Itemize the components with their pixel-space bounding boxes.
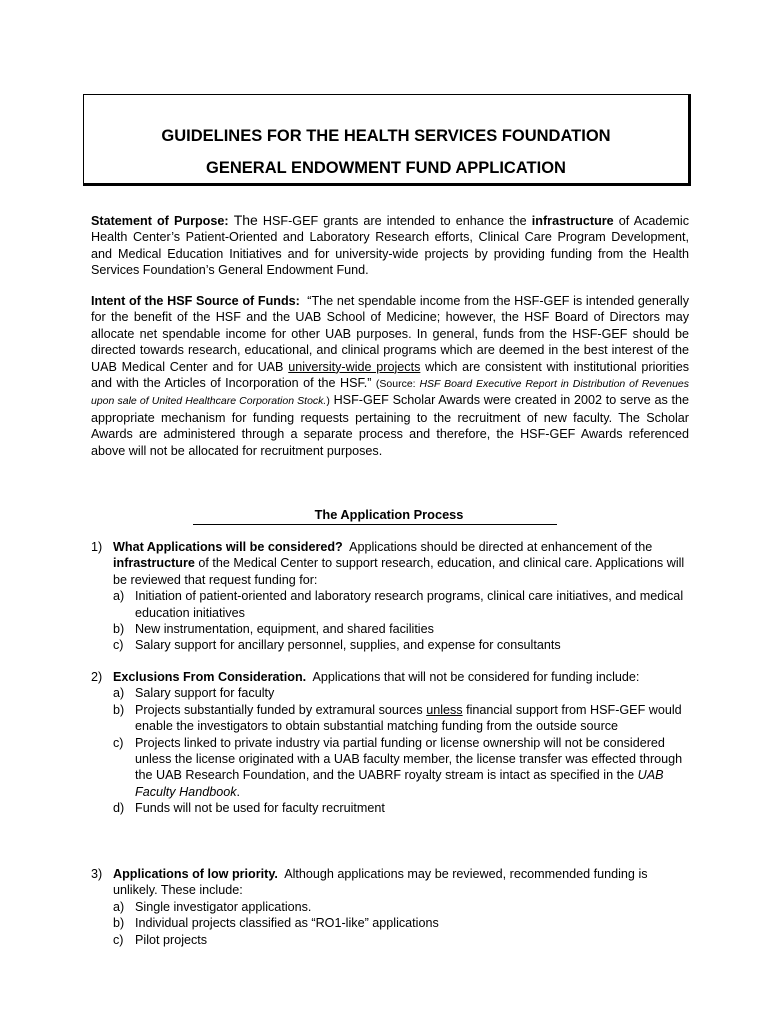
list-item: b) Projects substantially funded by extramural sources unless financial support from HSF-GEF would enable the investigators to obtain substantial matching funding from the outside source <box>113 702 682 734</box>
section-number: 2) <box>91 670 103 684</box>
document-title-line1: GUIDELINES FOR THE HEALTH SERVICES FOUNDATION <box>161 127 611 145</box>
section-text: Although applications may be reviewed, recommended funding is unlikely. These include: <box>113 867 648 898</box>
section-title: Applications of low priority. <box>113 867 278 881</box>
list-item: c) Projects linked to private industry via partial funding or license ownership will not be considered unless the license originated with a UAB faculty member, the license transfer was effected through the UAB Research Foundation, and the UABRF royalty stream is intact as specified in the UAB Faculty Handbook. <box>113 735 683 799</box>
section-body <box>113 866 691 948</box>
intent-text-b: which are consistent with institutional priorities and with the Articles of Incorporation of the HSF.” <box>91 359 690 391</box>
title-box <box>83 94 691 186</box>
intent-text-a: “The net spendable income from the HSF-GEF is intended generally for the benefit of the HSF and the UAB School of Medicine; however, the HSF Board of Directors may allocate net spendable income for other UAB purposes. In general, funds from the HSF-GEF should be directed towards research, educational, and clinical programs which are deemed in the best interest of the UAB Medical Center and for UAB <box>91 294 690 374</box>
list-item: a) Initiation of patient-oriented and laboratory research programs, clinical care initiatives, and medical education initiatives <box>113 589 684 620</box>
intent-text-c: HSF-GEF Scholar Awards were created in 2002 to serve as the appropriate mechanism for funding requests pertaining to the recruitment of new faculty. The Scholar Awards are administered through a separate process and therefore, the HSF-GEF Awards referenced above will not be allocated for recruitment purposes. <box>91 393 689 458</box>
section-exclusions <box>91 669 691 817</box>
section-body <box>113 539 691 654</box>
purpose-bold-word: infrastructure <box>531 214 614 228</box>
section-what-applications <box>91 539 691 654</box>
purpose-text-a: HSF-GEF grants are intended to enhance the <box>262 214 527 228</box>
application-process-heading: The Application Process <box>314 507 464 522</box>
source-open: (Source: <box>375 378 416 391</box>
document-title-line2: GENERAL ENDOWMENT FUND APPLICATION <box>206 159 566 177</box>
list-item: c) Salary support for ancillary personnel, supplies, and expense for consultants <box>113 638 561 653</box>
list-item: b) New instrumentation, equipment, and shared facilities <box>113 622 434 637</box>
statement-of-purpose <box>91 212 689 279</box>
list-item: a) Single investigator applications. <box>113 899 312 914</box>
section-title: Exclusions From Consideration. <box>113 670 307 684</box>
list-item: c) Pilot projects <box>113 932 208 947</box>
list-item: b) Individual projects classified as “RO1-like” applications <box>113 916 439 931</box>
intent-label: Intent of the HSF Source of Funds: <box>91 294 300 308</box>
section-text-b: of the Medical Center to support research, education, and clinical care. Applications will be reviewed that request funding for: <box>113 556 685 587</box>
section-text-a: Applications should be directed at enhancement of the <box>349 540 653 554</box>
section-low-priority <box>91 866 691 948</box>
purpose-text-b: of Academic Health Center’s Patient-Oriented and Laboratory Research efforts, Clinical Care Program Development, and Medical Education Initiatives and for university-wide projects by providing funding from the Health Services Foundation’s General Endowment Fund. <box>91 214 690 278</box>
section-text: Applications that will not be considered for funding include: <box>312 670 640 684</box>
intent-underlined: university-wide projects <box>288 359 421 374</box>
list-item: d) Funds will not be used for faculty recruitment <box>113 801 385 816</box>
heading-underline <box>193 524 557 525</box>
section-number: 3) <box>91 867 103 881</box>
section-title: What Applications will be considered? <box>113 540 343 554</box>
purpose-label: Statement of Purpose: <box>91 214 229 228</box>
source-italic: HSF Board Executive Report in Distribution of Revenues upon sale of United Healthcare Corporation Stock. <box>91 378 689 408</box>
section-number: 1) <box>91 540 103 554</box>
section-body <box>113 669 691 817</box>
purpose-lead-word: The <box>233 212 258 228</box>
list-item: a) Salary support for faculty <box>113 686 275 701</box>
source-close: ) <box>326 395 330 408</box>
intent-of-funds <box>91 293 689 459</box>
section-bold-word: infrastructure <box>113 556 195 571</box>
